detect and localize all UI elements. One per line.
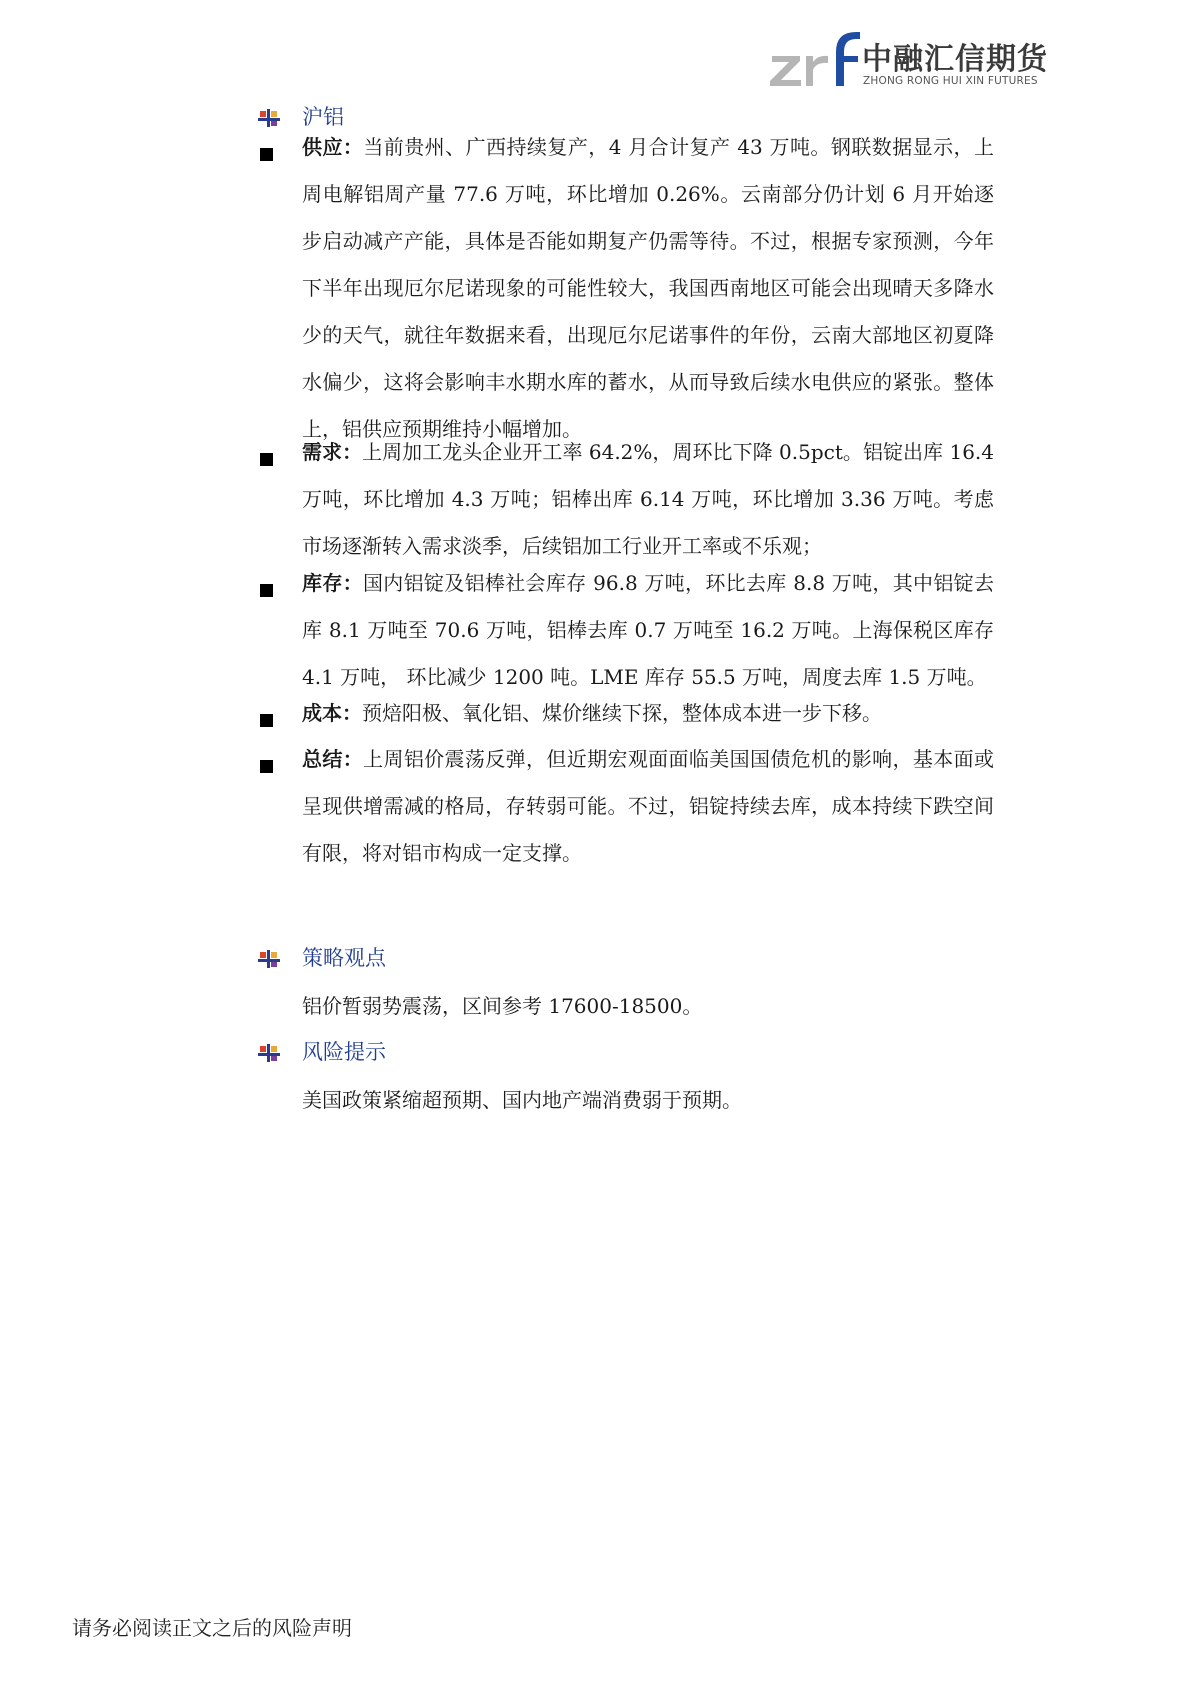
bullet-label: 需求：	[302, 440, 363, 464]
section-title: 风险提示	[302, 1040, 386, 1064]
bullet-inventory	[302, 560, 994, 701]
section-marker-icon	[258, 1044, 280, 1062]
bullet-text: 上周加工龙头企业开工率 64.2%，周环比下降 0.5pct。铝锭出库 16.4 万吨，环比增加 4.3 万吨；铝棒出库 6.14 万吨，环比增加 3.36 万吨。考虑市场逐渐转入需求淡季，后续铝加工行业开工率或不乐观；	[302, 440, 994, 558]
company-logo	[770, 28, 1048, 92]
section-marker-icon	[258, 109, 280, 127]
bullet-label: 供应：	[302, 135, 364, 159]
bullet-summary	[302, 736, 994, 877]
bullet-text: 当前贵州、广西持续复产，4 月合计复产 43 万吨。钢联数据显示，上周电解铝周产量 77.6 万吨，环比增加 0.26%。云南部分仍计划 6 月开始逐步启动减产产能，具体是否能如期复产仍需等待。不过，根据专家预测，今年下半年出现厄尔尼诺现象的可能性较大，我国西南地区可能会出现晴天多降水少的天气，就往年数据来看，出现厄尔尼诺事件的年份，云南大部地区初夏降水偏少，这将会影响丰水期水库的蓄水，从而导致后续水电供应的紧张。整体上，铝供应预期维持小幅增加。	[302, 135, 994, 441]
bullet-demand	[302, 429, 994, 570]
logo-chinese-name: 中融汇信期货	[862, 42, 1048, 77]
section-title: 策略观点	[302, 946, 386, 970]
bullet-label: 成本：	[302, 701, 362, 725]
section-title: 沪铝	[302, 105, 344, 129]
zrf-logo-mark	[770, 28, 862, 90]
bullet-text: 国内铝锭及铝棒社会库存 96.8 万吨，环比去库 8.8 万吨，其中铝锭去库 8.1 万吨至 70.6 万吨，铝棒去库 0.7 万吨至 16.2 万吨。上海保税区库存 4.1 万吨， 环比减少 1200 吨。LME 库存 55.5 万吨，周度去库 1.5 万吨。	[302, 571, 994, 689]
risk-text: 美国政策紧缩超预期、国内地产端消费弱于预期。	[302, 1088, 742, 1112]
bullet-text: 上周铝价震荡反弹，但近期宏观面面临美国国债危机的影响，基本面或呈现供增需减的格局，存转弱可能。不过，铝锭持续去库，成本持续下跌空间有限，将对铝市构成一定支撑。	[302, 747, 995, 865]
logo-english-name: ZHONG RONG HUI XIN FUTURES	[863, 75, 1038, 87]
bullet-text: 预焙阳极、氧化铝、煤价继续下探，整体成本进一步下移。	[362, 701, 882, 725]
strategy-text: 铝价暂弱势震荡，区间参考 17600-18500。	[302, 994, 703, 1018]
bullet-supply	[302, 124, 994, 453]
bullet-label: 库存：	[302, 571, 363, 595]
footer-disclaimer: 请务必阅读正文之后的风险声明	[72, 1616, 352, 1640]
bullet-cost	[302, 690, 994, 737]
bullet-label: 总结：	[302, 747, 364, 771]
section-marker-icon	[258, 950, 280, 968]
